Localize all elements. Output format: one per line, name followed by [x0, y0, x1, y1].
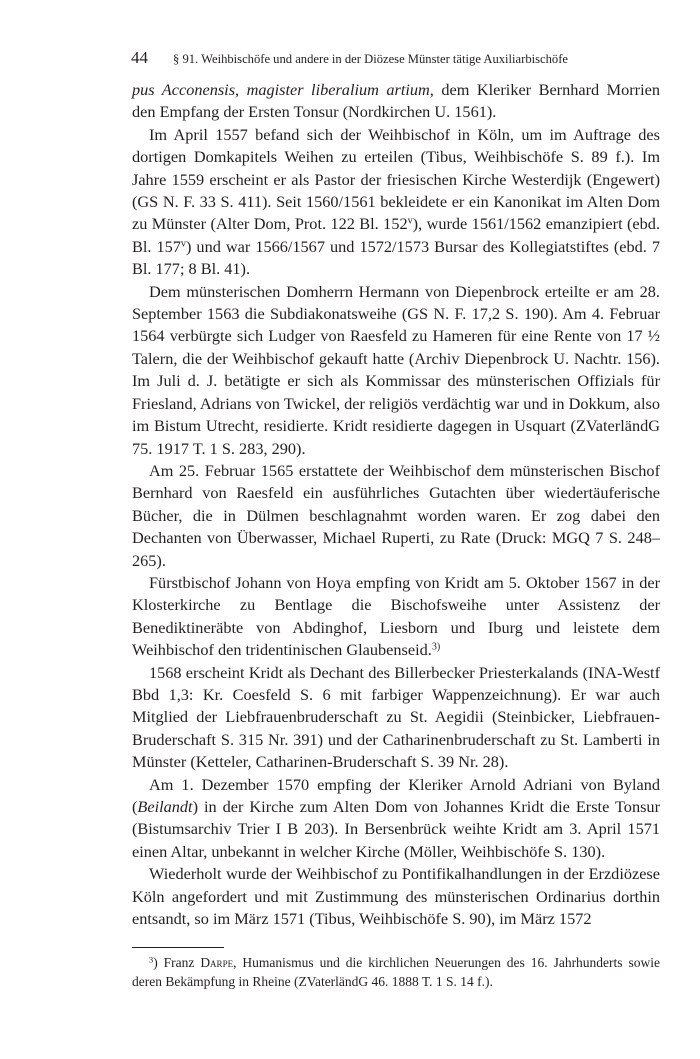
name-variant: Beilandt [137, 797, 193, 816]
footnote-mark: 3 [149, 955, 154, 965]
paragraph-continued: pus Acconensis, magister liberalium artium, dem Kleriker Bernhard Morrien den Empfang der Ersten Tonsur (Nordkirchen U. 1561). [132, 80, 660, 122]
running-header [131, 48, 651, 74]
paragraph: 1568 erscheint Kridt als Dechant des Billerbecker Priesterkalands (INA-Westf Bbd 1,3: Kr. Coesfeld S. 6 mit farbiger Wappenzeichnung). Er war auch Mitglied der Liebfrauenbruderschaft zu St. Aegidii (Steinbicker, Liebfrauen-Bruderschaft S. 315 Nr. 391) und der Catharinenbruderschaft zu St. Lamberti in Münster (Ketteler, Catharinen-Bruderschaft S. 39 Nr. 28). [132, 662, 660, 772]
footnote-divider [132, 947, 224, 948]
paragraph: Im April 1557 befand sich der Weihbischof in Köln, um im Auftrage des dortigen Domkapitels Weihen zu erteilen (Tibus, Weihbischöfe S. 89 f.). Im Jahre 1559 erscheint er als Pastor der friesischen Kirche Westerdijk (Engewert) (GS N. F. 33 S. 411). Seit 1560/1561 bekleidete er ein Kanonikat im Alten Dom zu Münster (Alter Dom, Prot. 122 Bl. 152$^v$), wurde 1561/1562 emanzipiert (ebd. Bl. 157$^v$) und war 1566/1567 und 1572/1573 Bursar des Kollegiatstiftes (ebd. 7 Bl. 177; 8 Bl. 41). [132, 124, 661, 279]
footnote: $^3$) Franz Darpe, Humanismus und die kirchlichen Neuerungen des 16. Jahrhunderts sowie deren Bekämpfung in Rheine (ZVaterländG 46. 1888 T. 1 S. 14 f.). [132, 955, 660, 989]
paragraph: Wiederholt wurde der Weihbischof zu Pontifikalhandlungen in der Erzdiözese Köln angefordert und mit Zustimmung des münsterischen Ordinarius dorthin entsandt, so im März 1571 (Tibus, Weihbischöfe S. 90), im März 1572 [132, 864, 660, 929]
author-name: Darpe [200, 955, 234, 970]
running-title: § 91. Weihbischöfe und andere in der Diözese Münster tätige Auxiliarbischöfe [173, 52, 568, 66]
verso-mark: v [407, 215, 413, 227]
footnote-reference[interactable]: 3) [431, 641, 441, 653]
paragraph: Am 1. Dezember 1570 empfing der Kleriker Arnold Adriani von Byland (Beilandt) in der Kirche zum Alten Dom von Johannes Kridt die Erste Tonsur (Bistumsarchiv Trier I B 203). In Bersenbrück weihte Kridt am 3. April 1571 einen Altar, unbekannt in welcher Kirche (Möller, Weihbischöfe S. 130). [132, 774, 660, 861]
verso-mark: v [180, 238, 186, 250]
paragraph: Am 25. Februar 1565 erstattete der Weihbischof dem münsterischen Bischof Bernhard von Raesfeld ein ausführliches Gutachten über wiedertäuferische Bücher, die in Dülmen beschlagnahmt worden waren. Er zog dabei den Dechanten von Überwasser, Michael Ruperti, zu Rate (Druck: MGQ 7 S. 248–265). [132, 460, 660, 570]
latin-title: pus Acconensis, magister liberalium artium, [132, 80, 434, 99]
paragraph: Dem münsterischen Domherrn Hermann von Diepenbrock erteilte er am 28. September 1563 die Subdiakonatsweihe (GS N. F. 17,2 S. 190). Am 4. Februar 1564 verbürgte sich Ludger von Raesfeld zu Hameren für eine Rente von 17 ½ Talern, die der Weihbischof gekauft hatte (Archiv Diepenbrock U. Nachtr. 156). Im Juli d. J. betätigte er sich als Kommissar des münsterischen Offizials für Friesland, Adrians von Twickel, der religiös verdächtig war und in Dokkum, also im Bistum Utrecht, residierte. Kridt residierte dagegen in Usquart (ZVaterländG 75. 1917 T. 1 S. 283, 290). [132, 281, 660, 458]
page-number: 44 [131, 48, 148, 67]
paragraph: Fürstbischof Johann von Hoya empfing von Kridt am 5. Oktober 1567 in der Klosterkirche zu Bentlage die Bischofsweihe unter Assistenz der Benediktineräbte von Abdinghof, Liesborn und Iburg und leistete dem Weihbischof den tridentinischen Glaubenseid.$^{3)}$ [132, 572, 660, 660]
main-text [132, 79, 660, 930]
